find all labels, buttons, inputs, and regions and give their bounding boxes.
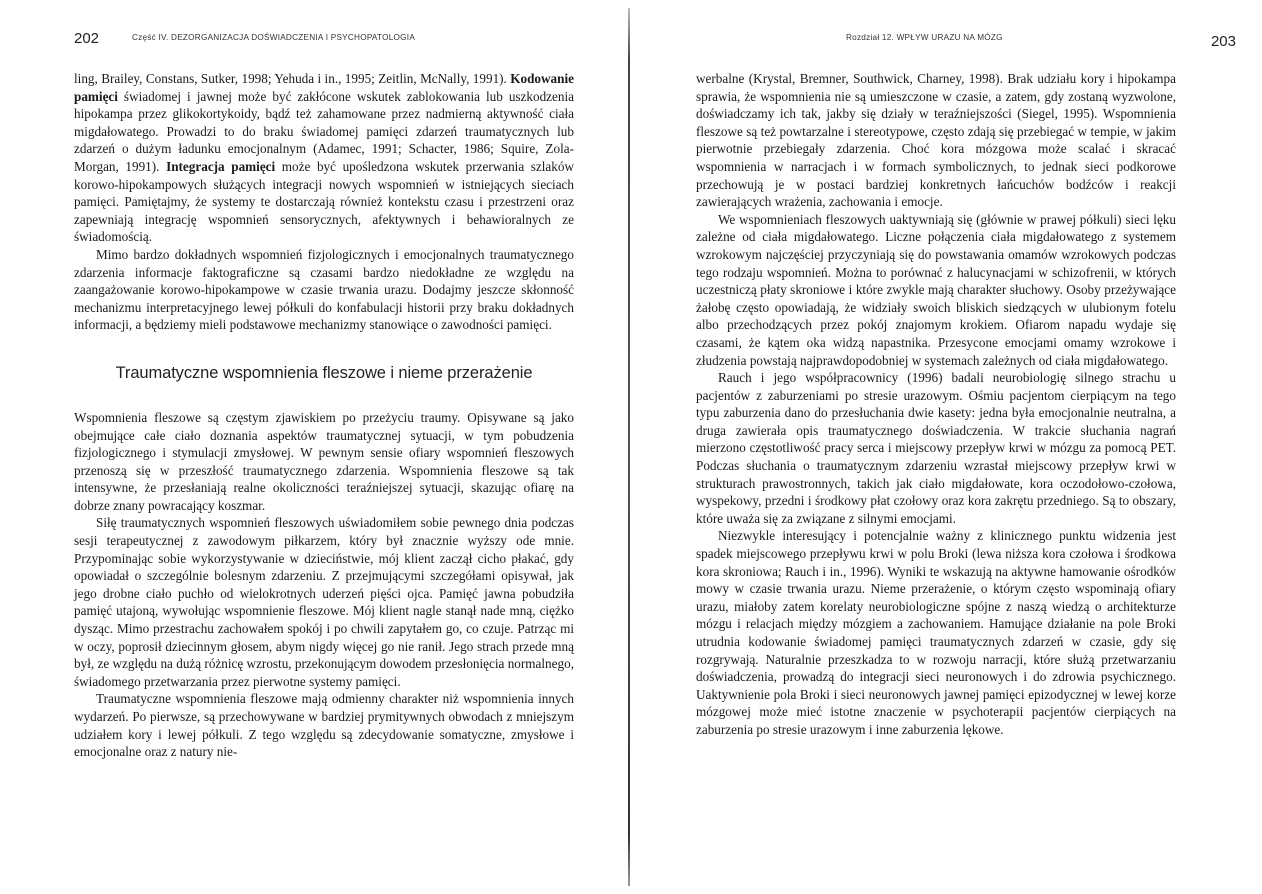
right-page-header	[846, 30, 1242, 52]
right-page-number: 203	[1210, 33, 1236, 50]
paragraph-text: ling, Brailey, Constans, Sutker, 1998; Yehuda i in., 1995; Zeitlin, McNally, 1991).	[74, 71, 507, 86]
left-page-body	[74, 70, 574, 761]
left-page	[0, 0, 628, 894]
left-page-header	[74, 30, 574, 52]
left-page-number: 202	[74, 30, 100, 47]
paragraph: werbalne (Krystal, Bremner, Southwick, Charney, 1998). Brak udziału kory i hipokampa sprawia, że wspomnienia nie są umieszczone w czasie, a zatem, gdy zostaną wyzwolone, doświadczamy ich tak, jakby się działy w teraźniejszości (Siegel, 1995). Wspomnienia fleszowe są też powtarzalne i stereotypowe, często zdają się przebiegać w tempie, w jakim pierwotnie przebiegały zdarzenia. Choć kora mózgowa może scalać i skracać wspomnienia w narracjach i w formach symbolicznych, to jednak sieci podkorowe przechowują je w postaci bardziej konkretnych łańcuchów bodźców i reakcji zawierających wrażenia, zachowania i emocje.	[696, 71, 1176, 210]
paragraph: Mimo bardzo dokładnych wspomnień fizjologicznych i emocjonalnych traumatycznego zdarzenia informacje faktograficzne są czasami bardzo niedokładne ze względu na zaangażowanie korowo-hipokampowe w czasie trwania urazu. Dodajmy jeszcze skłonność mechanizmu interpretacyjnego lewej półkuli do konfabulacji historii przy braku dokładnych informacji, a będziemy mieli podstawowe mechanizmy stanowiące o zawodności pamięci.	[74, 246, 574, 333]
bold-term: Integracja pamięci	[166, 158, 276, 174]
paragraph: Rauch i jego współpracownicy (1996) badali neurobiologię silnego strachu u pacjentów z zaburzeniami po stresie urazowym. Ośmiu pacjentom cierpiącym na tego typu zaburzenia dano do przesłuchania dwie kasety: jedna była emocjonalnie neutralna, a druga zawierała opis traumatycznego doświadczenia. W trakcie słuchania nagrań mierzono częstotliwość pracy serca i miejscowy przepływ krwi w mózgu za pomocą PET. Podczas słuchania o traumatycznym zdarzeniu wzrastał miejscowy przepływ krwi w strukturach prawostronnych, takich jak ciało migdałowate, kora oczodołowo-czołowa, wyspekowy, przedni i środkowy płat czołowy oraz kora zakrętu przedniego. Są to obszary, które uważa się za związane z silnymi emocjami.	[696, 370, 1176, 526]
right-page-body	[696, 70, 1176, 739]
bold-term: Kodowanie pamięci	[74, 71, 574, 104]
paragraph	[74, 70, 574, 246]
right-running-head: Rozdział 12. WPŁYW URAZU NA MÓZG	[846, 33, 1003, 42]
paragraph: Wspomnienia fleszowe są częstym zjawiskiem po przeżyciu traumy. Opisywane są jako obejmujące całe ciało doznania aspektów traumatycznej sytuacji, w tym pobudzenia fizjologicznego i stymulacji zmysłowej. W pewnym sensie ofiary wspomnień fleszowych przenoszą się w przeszłość traumatycznego zdarzenia. Wspomnienia fleszowe są tak intensywne, że przesłaniają realne okoliczności teraźniejszej sytuacji, skazując ofiarę na dobrze znany powracający koszmar.	[74, 409, 574, 513]
section-heading: Traumatyczne wspomnienia fleszowe i nieme przerażenie	[115, 363, 533, 382]
paragraph-text: może być upośledzona wskutek przerwania szlaków korowo-hipokampowych służących integracji nowych wspomnień w istniejących sieciach pamięci. Pamiętajmy, że systemy te dostarczają również kontekstu czasu i przestrzeni oraz zapewniają integrację wspomnień sensorycznych, afektywnych i behawioralnych ze świadomością.	[74, 158, 575, 245]
paragraph: We wspomnieniach fleszowych uaktywniają się (głównie w prawej półkuli) sieci lęku zależne od ciała migdałowatego. Liczne połączenia ciała migdałowatego z systemem wzrokowym najczęściej przyczyniają się do powstawania omamów wzrokowych podczas tego rodzaju wspomnień. Można to porównać z halucynacjami w schizofrenii, w których uczestniczą płaty skroniowe i które zwykle mają charakter słuchowy. Osoby przeżywające żałobę często opowiadają, że widziały swoich bliskich siedzących w ulubionym fotelu albo przechodzących przez pokój znajomym krokiem. Ofiarom napadu wydaje się czasami, że kątem oka widzą napastnika. Przesycone emocjami omamy wzrokowe i złudzenia powstają najprawdopodobniej w systemach zależnych od ciała migdałowatego.	[696, 211, 1176, 368]
right-page	[632, 0, 1262, 894]
paragraph: Niezwykle interesujący i potencjalnie ważny z klinicznego punktu widzenia jest spadek miejscowego przepływu krwi w polu Broki (lewa niższa kora czołowa i środkowa kora skroniowa; Rauch i in., 1996). Wyniki te wskazują na aktywne hamowanie ośrodków mowy w czasie trwania urazu. Nieme przerażenie, o którym często wspominają ofiary urazu, miałoby zatem korelaty neurobiologiczne spójne z naszą wiedzą o architekturze mózgu i relacjach między mózgiem a zachowaniem. Hamujące działanie na pole Broki utrudnia kodowanie świadomej pamięci traumatycznych zdarzeń w czasie, gdy się rozgrywają. Naturalnie przeszkadza to w rozwoju narracji, które służą przetwarzaniu doświadczenia, prowadzą do integracji sieci neuronowych i do zdrowia psychicznego. Uaktywnienie pola Broki i sieci neuronowych jawnej pamięci epizodycznej w lewej korze mózgowej może mieć istotne znaczenie w psychoterapii pacjentów cierpiących na zaburzenia po stresie urazowym i inne zaburzenia lękowe.	[696, 528, 1176, 737]
book-gutter	[628, 8, 630, 886]
left-running-head: Część IV. DEZORGANIZACJA DOŚWIADCZENIA I PSYCHOPATOLOGIA	[132, 33, 416, 42]
paragraph: Siłę traumatycznych wspomnień fleszowych uświadomiłem sobie pewnego dnia podczas sesji terapeutycznej z zawodowym piłkarzem, który był znacznie wyższy ode mnie. Przypominając sobie wykorzystywanie w dzieciństwie, mój klient zaczął cicho płakać, gdy opowiadał o szczególnie bolesnym zdarzeniu. Z przejmującymi szczegółami opisywał, jak jego drobne ciało puchło od wielokrotnych uderzeń pięści ojca. Pamięć jawna pobudziła pamięć utajoną, wywołując wspomnienie fleszowe. Mój klient nagle stanął nade mną, ciężko dysząc. Mimo przestrachu zachowałem spokój i po chwili zapytałem go, co czuje. Patrząc mi w oczy, poprosił dziecinnym głosem, abym nigdy więcej go nie ranił. Jego strach przede mną był, ze względu na dużą różnicę wzrostu, przekonującym dowodem przesłonięcia normalnego, świadomego przetwarzania przez pierwotne systemy pamięci.	[74, 515, 574, 689]
paragraph: Traumatyczne wspomnienia fleszowe mają odmienny charakter niż wspomnienia innych wydarzeń. Po pierwsze, są przechowywane w bardziej prymitywnych obwodach z mniejszym udziałem kory i lewej półkuli. Z tego względu są zdecydowanie somatyczne, zmysłowe i emocjonalne oraz z natury nie-	[74, 691, 574, 760]
paragraph-text: świadomej i jawnej może być zakłócone wskutek zablokowania lub uszkodzenia hipokampa przez glikokortykoidy, bądź też zahamowane przez nadmierną aktywność ciała migdałowatego. Prowadzi to do braku świadomej pamięci zdarzeń traumatycznych lub zdarzeń o dużym ładunku emocjonalnym (Adamec, 1991; Schacter, 1986; Squire, Zola-Morgan, 1991).	[74, 88, 574, 174]
